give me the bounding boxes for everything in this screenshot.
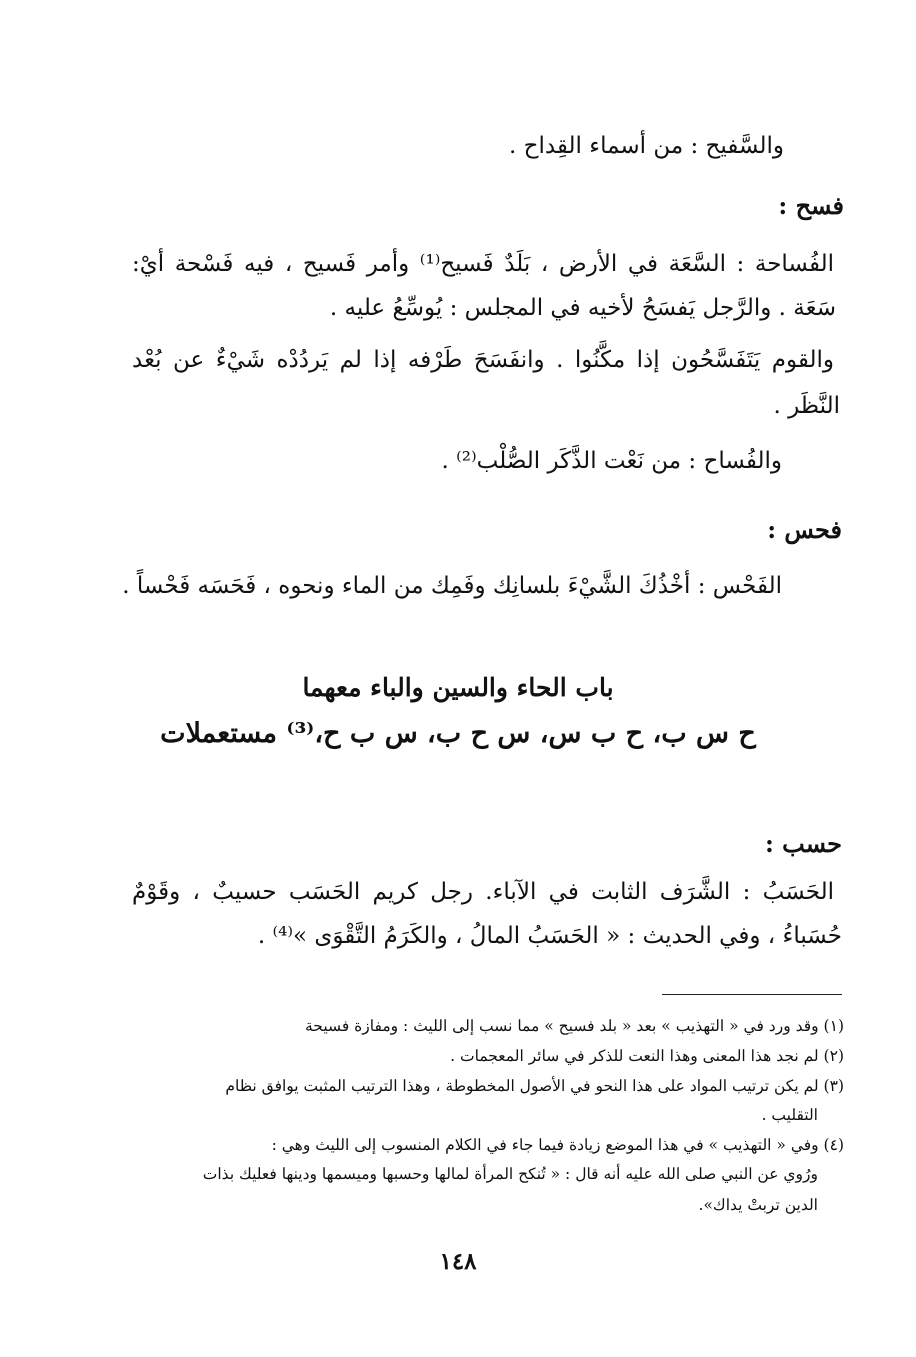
footnote-2: (٢) لم نجد هذا المعنى وهذا النعت للذكر في سائر المعجمات . [450,1047,844,1065]
footnote-separator [662,994,842,995]
entry-heading-fahas: فحس : [767,515,842,544]
chapter-subtitle: ح س ب، ح ب س، س ح ب، س ب ح،⁽³⁾ مستعملات [160,718,756,749]
text-line: الفُساحة : السَّعَة في الأرض ، بَلَدٌ فَسيح⁽¹⁾ وأمر فَسيح ، فيه فَسْحة أيْ: [132,251,834,277]
page-number: ١٤٨ [439,1248,477,1275]
text-line: سَعَة . والرَّجل يَفسَحُ لأخيه في المجلس : يُوسِّعُ عليه . [329,295,836,321]
footnote-1: (١) وقد ورد في « التهذيب » بعد « بلد فسيح » مما نسب إلى الليث : ومفازة فسيحة [305,1017,844,1035]
text-line: الحَسَبُ : الشَّرَف الثابت في الآباء. رجل كريم الحَسَب حسيبٌ ، وقَوْمٌ [132,879,834,905]
chapter-title: باب الحاء والسين والباء معهما [302,673,614,702]
text-line: الفَحْس : أخْذُكَ الشَّيْءَ بلسانِك وفَمِك من الماء ونحوه ، فَحَسَه فَحْساً . [122,573,782,599]
footnote-4-cont: الدين تربتْ يداك». [698,1196,818,1214]
footnote-3: (٣) لم يكن ترتيب المواد على هذا النحو في الأصول المخطوطة ، وهذا الترتيب المثبت يوافق نظام [225,1077,844,1095]
text-line: حُسَباءُ ، وفي الحديث : « الحَسَبُ المالُ ، والكَرَمُ التَّقْوَى »⁽⁴⁾ . [257,923,842,949]
entry-heading-hasab: حسب : [764,829,842,858]
footnote-4: (٤) وفي « التهذيب » في هذا الموضع زيادة فيما جاء في الكلام المنسوب إلى الليث وهي : [271,1136,844,1154]
text-line: والسَّفيح : من أسماء القِداح . [508,133,784,159]
entry-heading-fasah: فسح : [778,191,844,220]
text-line: والفُساح : من نَعْت الذَّكَر الصُّلْب⁽²⁾ . [441,448,782,474]
text-line: والقوم يَتَفَسَّحُون إذا مكَّنُوا . وانفَسَحَ طَرْفه إذا لم يَردُدْه شَيْءٌ عن بُعْد [132,347,834,373]
text-line: النَّظَر . [773,393,840,419]
footnote-4-cont: ورُوي عن النبي صلى الله عليه أنه قال : « تُنكح المرأة لمالها وحسبها وميسمها ودينها فعليك بذات [202,1165,818,1183]
footnote-3-cont: التقليب . [761,1106,818,1124]
